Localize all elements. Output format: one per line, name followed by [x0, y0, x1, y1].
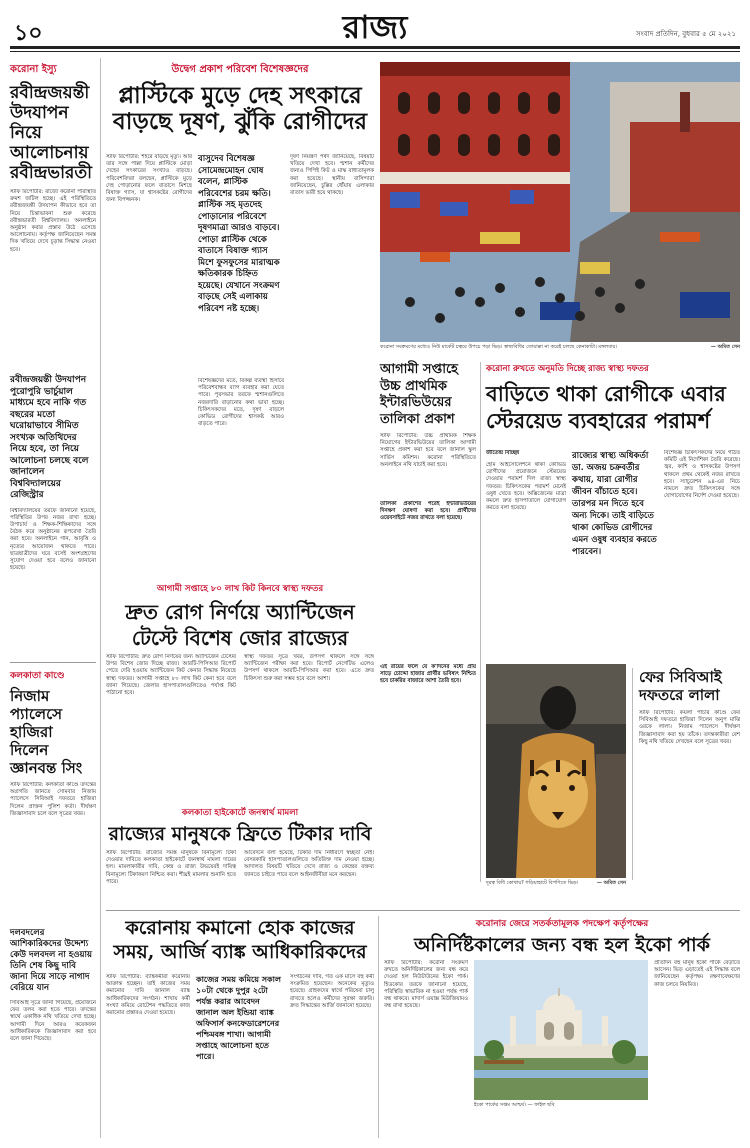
- left-story: [10, 62, 96, 658]
- story-kicker: করোনা ইস্যু: [10, 64, 57, 75]
- market-photo-caption: [380, 344, 740, 358]
- story-body-3: দূষণ নিয়ন্ত্রণ পর্ষদ জানিয়েছে, বিষয়টি খতিয়ে দেখা হবে। শ্মশান কর্মীদের জন্যও পিপিই কিট ও মাস্ক বাধ্যতামূলক করা হয়েছে। স্থানীয় বাসিন্দারা জানিয়েছেন, চুল্লির ধোঁয়ায় এলাকার বাতাস ভারী হয়ে থাকছে।: [290, 154, 374, 197]
- column-divider: [100, 58, 101, 1138]
- story-kicker: আগামী সপ্তাহে ৮০ লাখ কিট কিনবে স্বাস্থ্য দফতর: [156, 584, 324, 594]
- story-body-2: আবেদনে বলা হয়েছে, টিকার দাম নির্ধারণে স্বচ্ছতা নেই। বেসরকারি হাসপাতালগুলিতে অতিরিক্ত দাম নেওয়া হচ্ছে। আদালত বিষয়টি খতিয়ে দেখে রাজ্য ও কেন্দ্রের বক্তব্য জানতে চাইতে পারে বলে আইনজীবীরা মনে করছেন।: [244, 850, 374, 878]
- story-kicker: কলকাতা হাইকোর্টে জনস্বার্থ মামলা: [181, 808, 299, 818]
- dateline: সংবাদ প্রতিদিন, বুধবার ৫ মে ২০২১: [636, 30, 736, 38]
- story-headline-line-2: সময়, আর্জি ব্যাঙ্ক আধিকারিকদের: [113, 941, 367, 963]
- story-headline: রবীন্দ্রজয়ন্তী উদযাপন নিয়ে আলোচনায় রবীন্দ্রভারতী: [10, 83, 92, 183]
- brief-body: স্টাফ রিপোর্টার: উচ্চ প্রাথমিক শিক্ষক নিয়োগের ইন্টারভিউয়ের তালিকা আগামী সপ্তাহে প্রকাশ করা হবে বলে জানাল স্কুল সার্ভিস কমিশন। করোনা পরিস্থিতিতে অনলাইনে নথি যাচাই করা হবে।: [380, 433, 476, 468]
- brief-body: স্টাফ রিপোর্টার: কলকাতা কাণ্ডে তদন্তের অগ্রগতি জানতে সোমবার নিজাম প্যালেসে সিবিআই দফতরে হাজিরা দিলেন প্রাক্তন পুলিশ কর্তা। দীর্ঘক্ষণ জিজ্ঞাসাবাদ চলে বলে সূত্রের খবর।: [10, 782, 96, 817]
- kolkata-brief: [10, 668, 96, 1136]
- story-headline: রাজ্যের মানুষকে ফ্রিতে টিকার দাবি: [108, 823, 372, 845]
- brief-body: স্টাফ রিপোর্টার: কয়লা পাচার কাণ্ডে ফের সিবিআই দফতরে হাজিরা দিলেন অনুপ মাঝি ওরফে লালা। নিজাম প্যালেসে দীর্ঘক্ষণ জিজ্ঞাসাবাদ করা হয় তাঁকে। তদন্তকারীরা বেশ কিছু নথি খতিয়ে দেখছেন বলে সূত্রের খবর।: [639, 710, 740, 745]
- ecopark-photo-image: [474, 960, 648, 1100]
- section-title: রাজ্য: [342, 8, 408, 46]
- masthead-rule-thin: [10, 51, 740, 52]
- brief-subhead: দলবদলের আশিকারিকদের উদ্দেশ্য কেউ দলবদল না হওয়ায় তিনি শেষ কিছু দাবি জানা দিয়ে সাড়ে নাগাদ বেরিয়ে যান: [10, 928, 92, 993]
- left-rule: [10, 662, 96, 663]
- photo-credit: — অমিত সেন: [596, 880, 626, 886]
- story-headline: অনির্দিষ্টকালের জন্য বন্ধ হল ইকো পার্ক: [414, 934, 710, 956]
- story-body-2: স্বাস্থ্য দফতর সূত্রে খবর, উপসর্গ থাকলে সঙ্গে সঙ্গে অ্যান্টিজেন পরীক্ষা করা হবে। রিপোর্ট নেগেটিভ এলেও উপসর্গ থাকলে আরটি-পিসিআর করা হবে। এতে দ্রুত চিকিৎসা শুরু করা সম্ভব হবে বলে আশা।: [244, 654, 374, 682]
- story-body: স্টাফ রিপোর্টার: দ্রুত রোগ নির্ণয়ের জন্য অ্যান্টিজেন টেস্টের উপর বিশেষ জোর দিচ্ছে রাজ্য। আরটি-পিসিআর রিপোর্ট পেতে দেরি হওয়ায় অ্যান্টিজেন কিট কেনার সিদ্ধান্ত নিয়েছে স্বাস্থ্য দফতর। আগামী সপ্তাহে ৮০ লাখ কিট কেনা হবে বলে জানা গিয়েছে। জেলার হাসপাতালগুলিতেও পর্যাপ্ত কিট পাঠানো হবে।: [106, 654, 236, 697]
- story-body: স্টাফ রিপোর্টার: ব্যাঙ্ককর্মীরা করোনায় আক্রান্ত হচ্ছেন। তাই কাজের সময় কমানোর দাবি জানাল ব্যাঙ্ক আধিকারিকদের সংগঠন। শাখায় কর্মী সংখ্যা কমিয়ে রোটেশন পদ্ধতিতে কাজ করানোর প্রস্তাবও দেওয়া হয়েছে।: [106, 974, 190, 1017]
- photo-credit: — অমিত সেন: [710, 344, 740, 350]
- story-body: স্টাফ রিপোর্টার: রাজ্যে করোনা পরিস্থিতি ক্রমশ জটিল হচ্ছে। এই পরিস্থিতিতে রবীন্দ্রজয়ন্তী উদযাপন কীভাবে হবে তা নিয়ে চিন্তাভাবনা শুরু করেছে রবীন্দ্রভারতী বিশ্ববিদ্যালয়। অনলাইনে অনুষ্ঠান করার প্রস্তাব উঠে এসেছে আলোচনায়। কর্তৃপক্ষ জানিয়েছেন সমস্ত দিক খতিয়ে দেখে চূড়ান্ত সিদ্ধান্ত নেওয়া হবে।: [10, 189, 96, 253]
- story-body: স্টাফ রিপোর্টার: রাজ্যের সমস্ত মানুষকে বিনামূল্যে টিকা দেওয়ার দাবিতে কলকাতা হাইকোর্টে জনস্বার্থ মামলা দায়ের হল। মামলাকারীর দাবি, কেন্দ্র ও রাজ্য উভয়েরই দায়িত্ব বিনামূল্যে টিকাকরণ নিশ্চিত করা। শীঘ্রই মামলার শুনানি হতে পারে।: [106, 850, 236, 885]
- story-headline-line-1: করোনায় কমানো হোক কাজের: [125, 917, 355, 939]
- exam-brief: [380, 362, 476, 658]
- market-photo-image: [380, 62, 740, 342]
- pull-quote: রাজ্যের স্বাস্থ্য অধিকর্তা ডা. অজয় চক্রবর্তীর কথায়, যারা রোগীর জীবন বাঁচাতে হবে। তারপর মন দিতে হবে অন্য দিকে। তাই বাড়িতে থাকা কোভিড রোগীদের এমন ওষুধ ব্যবহার করতে পারবেন।: [572, 451, 657, 557]
- story-headline: বাড়িতে থাকা রোগীকে এবার স্টেরয়েড ব্যবহারের পরামর্শ: [486, 381, 726, 433]
- story-body: স্টাফ রিপোর্টার: করোনা সংক্রমণ রুখতে অনির্দিষ্টকালের জন্য বন্ধ করে দেওয়া হল নিউটাউনের ইকো পার্ক। হিডকোর তরফে জানানো হয়েছে, পরিস্থিতি স্বাভাবিক না হওয়া পর্যন্ত পার্ক বন্ধ থাকবে। মাদার্স ওয়াক্স মিউজিয়ামও বন্ধ রাখা হয়েছে।: [384, 960, 468, 1010]
- market-photo: [380, 62, 740, 342]
- story-body-2: সংগঠনের দাবি, গত এক মাসে বহু কর্মী সংক্রমিত হয়েছেন। অনেকের মৃত্যুও হয়েছে। গ্রাহকদের স্বার্থে পরিষেবা চালু রাখতে হলেও কর্মীদের সুরক্ষা জরুরি। দ্রুত সিদ্ধান্তের আর্জি জানানো হয়েছে।: [290, 974, 374, 1009]
- vaccine-story: [106, 806, 374, 906]
- caption-text: দূরত্ব বিধি কোথায়? গড়িয়াহাটে বিপণিতে ভিড়।: [486, 880, 579, 886]
- shirt-photo-caption: [486, 880, 626, 888]
- story-body-2: বিশ্ববিদ্যালয়ের তরফে জানানো হয়েছে, পরিস্থিতির উপর নজর রাখা হচ্ছে। উপাচার্য ও শিক্ষক-শিক্ষিকাদের সঙ্গে বৈঠক করে অনুষ্ঠানের রূপরেখা তৈরি করা হবে। অনলাইনে গান, আবৃত্তি ও নৃত্যের আয়োজন থাকতে পারে। ছাত্রছাত্রীদের ঘরে বসেই অংশগ্রহণের সুযোগ দেওয়া হবে বলেও জানানো হয়েছে।: [10, 507, 96, 572]
- ecopark-photo: [474, 960, 648, 1100]
- story-subhead: রবীন্দ্রজয়ন্তী উদযাপন পুরোপুরি ভার্চুয়াল মাধ্যমে হবে নাকি গত বছরের মতো ঘরোয়াভাবে সীমিত সংখ্যক অতিথিদের নিয়ে হবে, তা নিয়ে আলোচনা চলছে বলে জানালেন বিশ্ববিদ্যালয়ের রেজিস্ট্রার: [10, 375, 89, 500]
- story-headline-line-1: প্লাস্টিকে মুড়ে দেহ সৎকারে: [118, 82, 362, 109]
- story-body: স্টাফ রিপোর্টার: শহরে বাড়ছে মৃত্যু। আর তার সঙ্গে পাল্লা দিয়ে প্লাস্টিকে মোড়া দেহের সৎকারের সংখ্যাও বাড়ছে। পরিবেশবিদরা বলছেন, প্লাস্টিকে মুড়ে দেহ পোড়ানোর ফলে বাতাসে মিশছে বিষাক্ত গ্যাস, যা শ্বাসকষ্টের রোগীদের জন্য বিপজ্জনক।: [106, 154, 192, 204]
- tiger-shirt-image: [486, 664, 626, 878]
- column-divider-right: [480, 362, 481, 882]
- cbi-brief: [632, 668, 740, 880]
- brief-kicker: কলকাতা কাণ্ডে: [10, 671, 65, 681]
- exam-brief-closing: এই রায়ের ফলে যে ক'দিনের মধ্যে প্রায় সাড়ে চোদ্দো হাজার প্রার্থীর ভবিষ্যৎ নিশ্চিত হবে চাকরির বাজারে আশা তৈরি হবে।: [380, 664, 476, 685]
- brief-headline: ফের সিবিআই দফতরে লালা: [639, 668, 722, 704]
- plastic-story: [106, 62, 374, 578]
- story-body-2: বিশেষজ্ঞদের মতে, বিকল্প ব্যবস্থা হিসাবে পরিবেশবান্ধব ব্যাগ ব্যবহার করা যেতে পারে। পুরসভার তরফে শ্মশানগুলিতে নজরদারি বাড়ানোর কথা ভাবা হচ্ছে। চিকিৎসকদের মতে, দূষণ বাড়লে কোভিড রোগীদের শ্বাসকষ্ট আরও বাড়তে পারে।: [198, 378, 284, 428]
- section-rule: [106, 910, 740, 911]
- masthead: [0, 0, 750, 48]
- story-kicker: করোনা রুখতে অনুমতি দিচ্ছে রাজ্য স্বাস্থ্য দফতর: [486, 364, 649, 374]
- masthead-rule: [10, 46, 740, 49]
- pull-quote: বাসুদেব বিশেষজ্ঞ সোমেন্দ্রমোহন ঘোষ বলেন, প্লাস্টিক পরিবেশের চরম ক্ষতি। প্লাস্টিক সহ মৃতদেহ পোড়ানোর পরিবেশে দূষণমাত্রা আরও বাড়বে। পোড়া প্লাস্টিক থেকে বাতাসে বিষাক্ত গ্যাস মিশে ফুসফুসের মারাত্মক ক্ষতিকারক চিহ্নিত হয়েছে। যেখানে সংক্রমণ বাড়ছে সেই এলাকায় পরিবেশ নষ্ট হচ্ছে।: [198, 154, 280, 314]
- story-headline: দ্রুত রোগ নির্ণয়ে অ্যান্টিজেন টেস্টে বিশেষ জোর রাজ্যের: [125, 600, 355, 650]
- caption-text: করোনা সংক্রমণের মধ্যেও নিউ মার্কেট চত্বরে উপচে পড়া ভিড়। স্বাস্থ্যবিধির তোয়াক্কা না করেই চলছে কেনাকাটা। মঙ্গলবার।: [380, 344, 618, 350]
- brief-headline: নিজাম প্যালেসে হাজিরা দিলেন জ্ঞানবন্ত সিং: [10, 687, 83, 777]
- antigen-story: [106, 582, 374, 802]
- story-kicker: করোনার জেরে সতর্কতামূলক পদক্ষেপ কর্তৃপক্ষের: [475, 919, 649, 929]
- brief-highlight: তালিকা প্রকাশের পরেই ইন্টারভিউয়ের দিনক্ষণ ঘোষণা করা হবে। প্রার্থীদের ওয়েবসাইটে নজর রাখতে বলা হয়েছে।: [380, 501, 476, 522]
- brief-body-2: সিবিআই সূত্রে জানা গিয়েছে, প্রয়োজনে ফের তলব করা হতে পারে। তদন্তের স্বার্থে একাধিক নথি খতিয়ে দেখা হচ্ছে। আগামী দিনে আরও কয়েকজন আধিকারিককে জিজ্ঞাসাবাদ করা হবে বলে জানা গিয়েছে।: [10, 1000, 96, 1043]
- tiger-shirt-photo: [486, 664, 626, 878]
- column-divider-bottom: [378, 916, 379, 1138]
- story-body-2: প্রতিদিন বহু মানুষ ইকো পার্কে বেড়াতে আসেন। ভিড় এড়াতেই এই সিদ্ধান্ত বলে জানিয়েছেন কর্তৃপক্ষ। রক্ষণাবেক্ষণের কাজ চলবে নিয়মিত।: [654, 960, 740, 988]
- bank-story: [106, 916, 374, 1140]
- pull-quote: কাজের সময় কমিয়ে সকাল ১০টা থেকে দুপুর ২টো পর্যন্ত করার আবেদন জানাল অল ইন্ডিয়া ব্যাঙ্ক অফিসার্স কনফেডারেশনের পশ্চিমবঙ্গ শাখা। আগামী সপ্তাহে আলোচনা হতে পারে।: [196, 974, 281, 1061]
- steroid-story: [486, 362, 740, 662]
- story-kicker: উদ্বেগ প্রকাশ পরিবেশ বিশেষজ্ঞদের: [171, 64, 309, 75]
- ecopark-photo-caption: ইকো পার্কের সপ্তম আশ্চর্য। — ফাইল ছবি: [474, 1102, 555, 1108]
- story-body: হোম আইসোলেশনে থাকা কোভিড রোগীদের প্রয়োজনে স্টেরয়েড দেওয়ার পরামর্শ দিল রাজ্য স্বাস্থ্য দফতর। চিকিৎসকের পরামর্শ মেনেই ওষুধ খেতে হবে। অক্সিজেনের মাত্রা কমলে দ্রুত হাসপাতালে যোগাযোগ করতে বলা হয়েছে।: [486, 462, 566, 512]
- ecopark-story: [384, 916, 740, 1140]
- story-byline: জীতেন্দ্র বিচ্ছিন্ন: [486, 450, 520, 456]
- brief-headline: আগামী সপ্তাহে উচ্চ প্রাথমিক ইন্টারভিউয়ের তালিকা প্রকাশ: [380, 362, 459, 427]
- story-body-2: বিশেষজ্ঞ চিকিৎসকদের নিয়ে গঠিত কমিটি এই নির্দেশিকা তৈরি করেছে। জ্বর, কাশি ও শ্বাসকষ্টের উপসর্গ থাকলে প্রথম থেকেই নজর রাখতে হবে। স্যাচুরেশন ৯৪-এর নিচে নামলে দ্রুত চিকিৎসকের সঙ্গে যোগাযোগের নির্দেশ দেওয়া হয়েছে।: [664, 450, 740, 500]
- story-headline-line-2: বাড়ছে দূষণ, ঝুঁকি রোগীদের: [112, 108, 368, 136]
- page-number: ১০: [14, 20, 43, 46]
